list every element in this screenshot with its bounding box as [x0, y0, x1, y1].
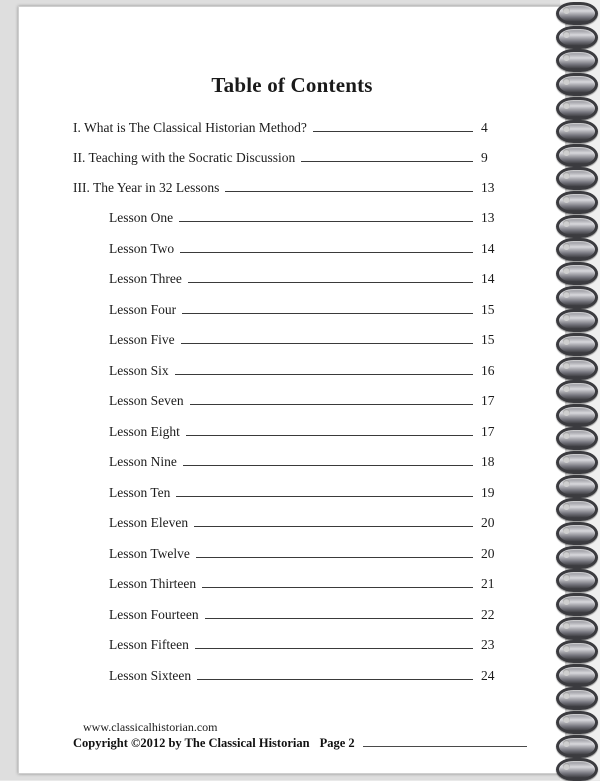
binding-coil: [556, 640, 598, 663]
binding-coil: [556, 120, 598, 143]
binding-hole: [563, 527, 570, 534]
binding-hole: [563, 7, 570, 14]
toc-entry-page: 20: [481, 515, 495, 530]
toc-entry-label: Lesson Sixteen: [109, 667, 192, 683]
toc-entry-page: 19: [481, 484, 495, 500]
binding-coil: [556, 309, 598, 332]
binding-coil: [556, 664, 598, 687]
toc-leader-line: [205, 617, 473, 619]
toc-entry-label: Lesson Fifteen: [109, 637, 189, 652]
binding-coil: [556, 380, 598, 403]
toc-entry-label: Lesson Nine: [109, 454, 177, 469]
toc-leader-line: [196, 556, 473, 558]
page-title: Table of Contents: [211, 73, 373, 97]
binding-coil: [556, 475, 598, 498]
binding-coil: [556, 735, 598, 758]
binding-coil: [556, 758, 598, 781]
toc-leader-line: [183, 464, 473, 466]
binding-coil: [556, 144, 598, 167]
binding-coil: [556, 687, 598, 710]
binding-coil: [556, 546, 598, 569]
footer-website-url[interactable]: www.classicalhistorian.com: [83, 720, 218, 734]
binding-coil: [556, 357, 598, 380]
binding-hole: [563, 31, 570, 38]
binding-coil: [556, 498, 598, 521]
binding-hole: [563, 740, 570, 747]
binding-hole: [563, 267, 570, 274]
binding-coil: [556, 617, 598, 640]
page-footer: [73, 720, 527, 751]
toc-entry-page: 21: [481, 576, 495, 591]
toc-entry[interactable]: [73, 607, 495, 638]
toc-entry-page: 23: [481, 637, 495, 652]
paper-sheet: [18, 6, 566, 774]
toc-entry-page: 13: [481, 210, 495, 225]
toc-entry-page: 20: [481, 545, 495, 561]
binding-hole: [563, 78, 570, 85]
toc-leader-line: [186, 434, 473, 436]
toc-leader-line: [202, 586, 473, 588]
toc-entry[interactable]: [73, 485, 495, 516]
binding-coil: [556, 522, 598, 545]
toc-entry[interactable]: [73, 180, 495, 210]
toc-leader-line: [225, 190, 473, 192]
toc-entry-page: 16: [481, 362, 495, 378]
binding-coil: [556, 711, 598, 734]
binding-hole: [563, 622, 570, 629]
binding-coil: [556, 26, 598, 49]
toc-entry-label: Lesson Fourteen: [109, 606, 199, 622]
toc-entry[interactable]: [73, 515, 495, 546]
binding-hole: [563, 220, 570, 227]
toc-entry-label: Lesson Two: [109, 240, 175, 256]
toc-entry-label: Lesson Six: [109, 362, 169, 378]
toc-entry-page: 4: [481, 120, 488, 135]
footer-bottom-line: [73, 736, 527, 751]
toc-entry[interactable]: [73, 150, 495, 180]
toc-entry-page: 17: [481, 423, 495, 439]
toc-entry-page: 18: [481, 454, 495, 469]
binding-coil: [556, 73, 598, 96]
spiral-binding: [556, 0, 600, 780]
footer-page-group: [320, 736, 527, 751]
toc-entry[interactable]: [73, 120, 495, 150]
binding-coil: [556, 333, 598, 356]
binding-coil: [556, 451, 598, 474]
toc-entry-page: 22: [481, 606, 495, 622]
binding-coil: [556, 2, 598, 25]
toc-entry[interactable]: [73, 668, 495, 699]
footer-page-number: Page 2: [319, 736, 355, 750]
toc-entry-page: 14: [481, 271, 495, 286]
toc-entry-label: Lesson Five: [109, 332, 175, 347]
binding-coil: [556, 167, 598, 190]
toc-entry[interactable]: [73, 454, 495, 485]
binding-hole: [563, 149, 570, 156]
binding-coil: [556, 97, 598, 120]
toc-leader-line: [194, 525, 473, 527]
toc-entry-label: Lesson Ten: [109, 484, 171, 500]
toc-entry-page: 14: [481, 240, 495, 256]
toc-entry-label: II. Teaching with the Socratic Discussion: [73, 150, 296, 165]
toc-entry-label: Lesson Seven: [109, 393, 184, 408]
binding-coil: [556, 238, 598, 261]
toc-entry-page: 15: [481, 332, 495, 347]
toc-leader-line: [179, 220, 473, 222]
table-of-contents: [19, 120, 565, 698]
binding-coil: [556, 569, 598, 592]
toc-entry-page: 17: [481, 393, 495, 408]
toc-entry[interactable]: [73, 210, 495, 241]
toc-entry-label: I. What is The Classical Historian Method?: [73, 120, 307, 135]
binding-hole: [563, 669, 570, 676]
toc-entry[interactable]: [73, 302, 495, 333]
toc-entry-page: 24: [481, 667, 495, 683]
binding-coil: [556, 49, 598, 72]
binding-hole: [563, 291, 570, 298]
toc-entry-label: Lesson Thirteen: [109, 576, 197, 591]
toc-entry[interactable]: [73, 241, 495, 272]
toc-leader-line: [175, 373, 473, 375]
toc-leader-line: [176, 495, 473, 497]
toc-leader-line: [301, 160, 473, 162]
toc-entry-label: Lesson Eight: [109, 423, 180, 439]
toc-leader-line: [180, 251, 473, 253]
toc-entry[interactable]: [73, 576, 495, 607]
toc-entry-page: 15: [481, 301, 495, 317]
toc-entry-label: Lesson Four: [109, 301, 177, 317]
toc-entry-page: 13: [481, 180, 495, 195]
binding-coil: [556, 191, 598, 214]
toc-entry-page: 9: [481, 150, 488, 165]
binding-coil: [556, 262, 598, 285]
toc-leader-line: [313, 130, 473, 132]
toc-entry[interactable]: [73, 363, 495, 394]
binding-coil: [556, 427, 598, 450]
footer-rule-line: [363, 745, 527, 747]
toc-entry[interactable]: [73, 393, 495, 424]
binding-hole: [563, 551, 570, 558]
toc-entry[interactable]: [73, 637, 495, 668]
toc-leader-line: [182, 312, 473, 314]
binding-coil: [556, 404, 598, 427]
toc-entry[interactable]: [73, 332, 495, 363]
toc-entry[interactable]: [73, 424, 495, 455]
binding-coil: [556, 215, 598, 238]
toc-entry[interactable]: [73, 271, 495, 302]
binding-hole: [563, 480, 570, 487]
toc-entry-label: Lesson Twelve: [109, 545, 190, 561]
binding-hole: [563, 362, 570, 369]
binding-hole: [563, 338, 570, 345]
binding-coil: [556, 593, 598, 616]
toc-leader-line: [197, 678, 473, 680]
toc-leader-line: [188, 281, 473, 283]
toc-entry-label: Lesson Three: [109, 271, 182, 286]
binding-coil: [556, 286, 598, 309]
toc-leader-line: [181, 342, 473, 344]
footer-copyright: Copyright ©2012 by The Classical Historian: [73, 736, 310, 750]
toc-entry-label: Lesson One: [109, 210, 174, 225]
toc-entry-label: Lesson Eleven: [109, 515, 189, 530]
toc-leader-line: [195, 647, 473, 649]
binding-hole: [563, 409, 570, 416]
toc-entry-label: III. The Year in 32 Lessons: [73, 180, 220, 195]
binding-hole: [563, 598, 570, 605]
toc-leader-line: [190, 403, 473, 405]
binding-hole: [563, 102, 570, 109]
toc-entry[interactable]: [73, 546, 495, 577]
